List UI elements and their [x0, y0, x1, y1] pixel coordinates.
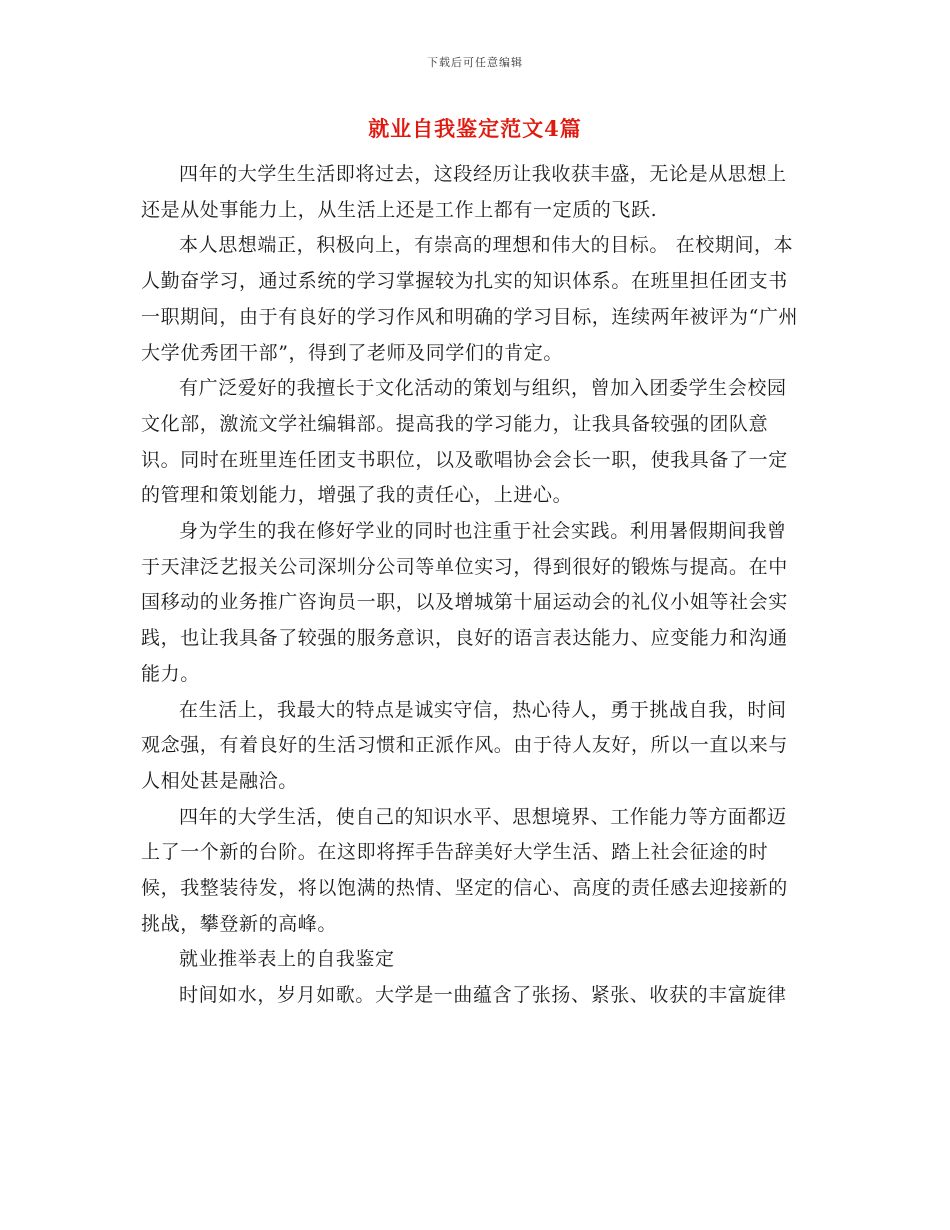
paragraph: 有广泛爱好的我擅长于文化活动的策划与组织，曾加入团委学生会校园文化部，激流文学社编辑部。提高我的学习能力，让我具备较强的团队意识。同时在班里连任团支书职位，以及歌唱协会会长一职，使我具备了一定的管理和策划能力，增强了我的责任心，上进心。: [141, 377, 788, 507]
document-body: [141, 157, 806, 1014]
header-note: 下载后可任意编辑: [427, 56, 523, 69]
paragraph: 四年的大学生活，使自己的知识水平、思想境界、工作能力等方面都迈上了一个新的台阶。在这即将挥手告辞美好大学生活、踏上社会征途的时候，我整装待发，将以饱满的热情、坚定的信心、高度的责任感去迎接新的挑战，攀登新的高峰。: [141, 805, 788, 935]
paragraph: 四年的大学生生活即将过去，这段经历让我收获丰盛，无论是从思想上还是从处事能力上，从生活上还是工作上都有一定质的飞跃.: [141, 163, 787, 221]
section-heading: 就业推举表上的自我鉴定: [179, 948, 395, 971]
paragraph: 在生活上，我最大的特点是诚实守信，热心待人，勇于挑战自我，时间观念强，有着良好的生活习惯和正派作风。由于待人友好，所以一直以来与人相处甚是融洽。: [141, 698, 788, 792]
paragraph: 身为学生的我在修好学业的同时也注重于社会实践。利用暑假期间我曾于天津泛艺报关公司深圳分公司等单位实习，得到很好的锻炼与提高。在中国移动的业务推广咨询员一职，以及增城第十届运动会的礼仪小姐等社会实践，也让我具备了较强的服务意识，良好的语言表达能力、应变能力和沟通能力。: [141, 520, 788, 685]
paragraph: 本人思想端正，积极向上，有崇高的理想和伟大的目标。 在校期间，本人勤奋学习，通过系统的学习掌握较为扎实的知识体系。在班里担任团支书一职期间，由于有良好的学习作风和明确的学习目标，连续两年被评为“广州大学优秀团干部”，得到了老师及同学们的肯定。: [141, 234, 799, 364]
paragraph: 时间如水，岁月如歌。大学是一曲蕴含了张扬、紧张、收获的丰富旋律: [179, 984, 787, 1007]
document-title: 就业自我鉴定范文4篇: [368, 116, 582, 141]
